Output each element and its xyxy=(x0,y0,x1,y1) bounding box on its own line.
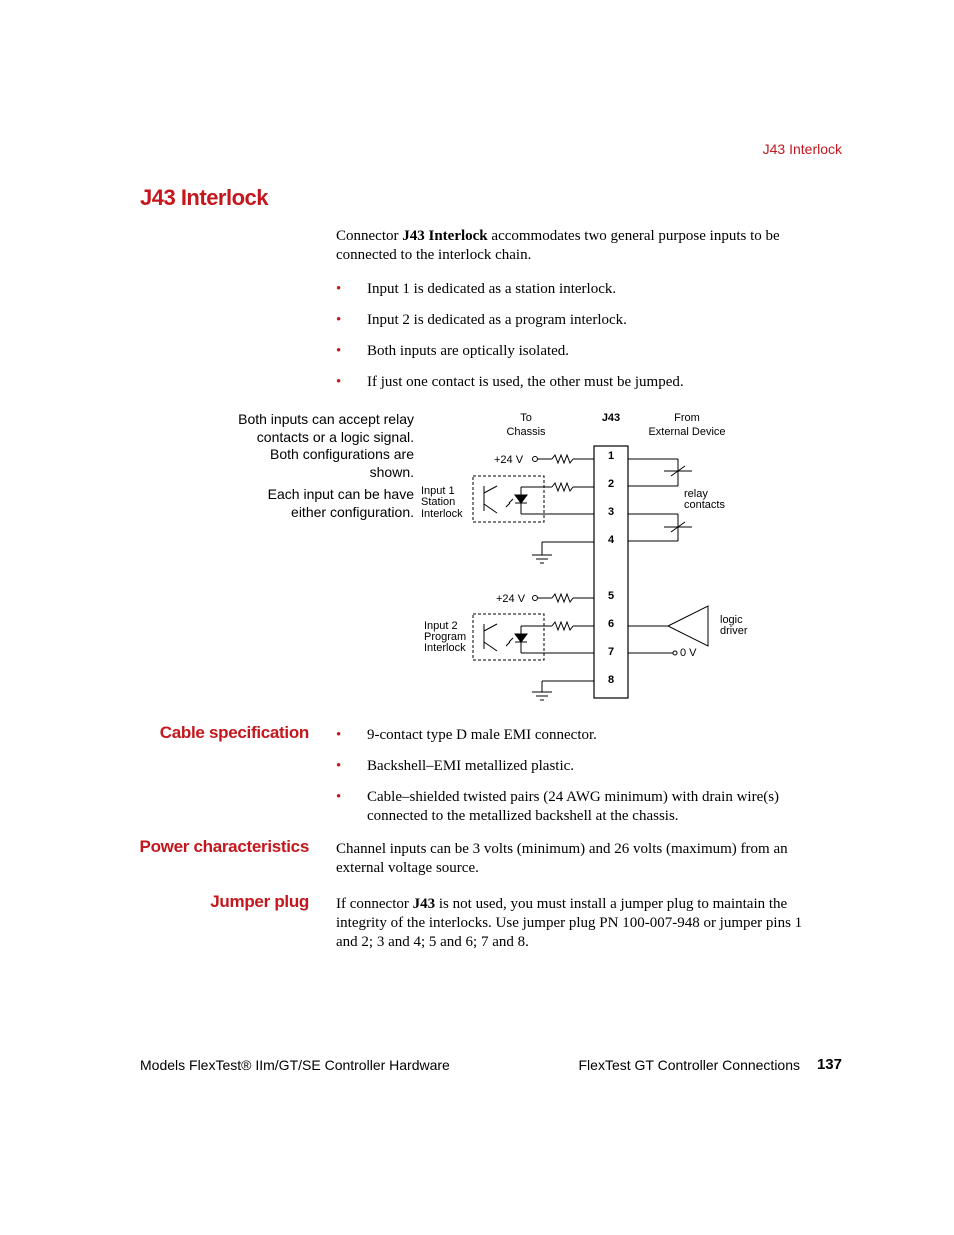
input1-label: Interlock xyxy=(421,508,463,520)
bullet-icon: • xyxy=(336,789,342,805)
footer-chapter-title: FlexTest GT Controller Connections xyxy=(578,1057,800,1073)
resistor-icon xyxy=(552,594,573,602)
jumper-line-3: and 2; 3 and 4; 5 and 6; 7 and 8. xyxy=(336,934,529,950)
jumper-connector-name: J43 xyxy=(412,896,436,912)
logic-driver-icon xyxy=(668,606,708,646)
zero-volt-label: 0 V xyxy=(680,647,697,659)
jumper-text-post: is not used, you must install a jumper plug to maintain the xyxy=(435,896,788,912)
resistor-icon xyxy=(552,622,573,630)
logic-driver-label: driver xyxy=(720,625,748,637)
section-heading-cable-specification: Cable specification xyxy=(159,723,309,742)
list-item xyxy=(336,757,836,777)
intro-text-pre: Connector xyxy=(336,228,403,244)
relay-label: relay xyxy=(684,488,708,500)
callout-line: Both inputs can accept relay xyxy=(238,411,414,427)
section-heading-jumper-plug: Jumper plug xyxy=(210,892,309,911)
pin-number: 3 xyxy=(607,506,615,518)
pin-number: 2 xyxy=(607,478,615,490)
power-paragraph xyxy=(336,840,836,878)
jumper-line-2: integrity of the interlocks. Use jumper plug PN 100-007-948 or jumper pins 1 xyxy=(336,915,803,931)
intro-line-2: connected to the interlock chain. xyxy=(336,247,532,263)
supply-label: +24 V xyxy=(496,593,526,605)
list-item xyxy=(336,342,836,362)
pin-number: 8 xyxy=(607,674,615,686)
intro-text-post: accommodates two general purpose inputs to be xyxy=(487,228,780,244)
bullet-icon: • xyxy=(336,758,342,774)
intro-connector-name: J43 Interlock xyxy=(402,228,488,244)
bullet-text: Input 1 is dedicated as a station interlock. xyxy=(367,281,617,297)
led-icon xyxy=(515,634,527,642)
callout-line: contacts or a logic signal. xyxy=(256,428,414,445)
intro-line-1 xyxy=(336,227,836,246)
bullet-text: 9-contact type D male EMI connector. xyxy=(367,727,597,743)
to-chassis-label: To xyxy=(520,412,532,424)
terminal-icon xyxy=(673,651,677,655)
input2-label: Input 2 xyxy=(424,620,458,632)
logic-driver-label: logic xyxy=(720,614,743,626)
bullet-text: If just one contact is used, the other must be jumped. xyxy=(367,374,684,390)
pin-number: 6 xyxy=(607,618,615,630)
jumper-text-pre: If connector xyxy=(336,896,413,912)
input1-label: Input 1 xyxy=(421,485,455,497)
terminal-icon xyxy=(533,457,538,462)
connector-label: J43 xyxy=(601,412,621,424)
pin-number: 5 xyxy=(607,590,615,602)
resistor-icon xyxy=(552,455,573,463)
pin-number: 4 xyxy=(607,534,615,546)
pin-number: 1 xyxy=(607,450,615,462)
power-line: Channel inputs can be 3 volts (minimum) and 26 volts (maximum) from an xyxy=(336,841,788,857)
bullet-text: Backshell–EMI metallized plastic. xyxy=(367,758,575,774)
callout-line: Both configurations are xyxy=(270,446,414,462)
bullet-text xyxy=(367,788,837,826)
bullet-text-line: connected to the metallized backshell at the chassis. xyxy=(367,808,679,824)
running-head: J43 Interlock xyxy=(762,141,842,157)
list-item xyxy=(336,373,836,393)
list-item xyxy=(336,280,836,300)
intro-paragraph xyxy=(336,227,836,265)
page-title: J43 Interlock xyxy=(140,185,269,210)
callout-line: either configuration. xyxy=(291,503,414,520)
section-heading-power-characteristics: Power characteristics xyxy=(139,837,309,856)
j43-wiring-diagram xyxy=(410,405,750,705)
jumper-line-1 xyxy=(336,895,836,914)
from-external-label: From xyxy=(674,412,700,424)
bullet-text-line: Cable–shielded twisted pairs (24 AWG minimum) with drain wire(s) xyxy=(367,789,780,805)
input2-label: Program xyxy=(424,631,467,643)
bullet-text: Both inputs are optically isolated. xyxy=(367,343,570,359)
bullet-icon: • xyxy=(336,312,342,328)
to-chassis-label: Chassis xyxy=(506,426,546,438)
input1-label: Station xyxy=(421,496,456,508)
callout-either-configuration xyxy=(214,486,414,521)
callout-line: Each input can be have xyxy=(267,486,414,502)
list-item xyxy=(336,788,836,828)
relay-label: contacts xyxy=(684,499,725,511)
from-external-label: External Device xyxy=(648,426,726,438)
resistor-icon xyxy=(552,483,573,491)
bullet-icon: • xyxy=(336,727,342,743)
bullet-icon: • xyxy=(336,343,342,359)
input2-label: Interlock xyxy=(424,642,466,654)
supply-label: +24 V xyxy=(494,454,524,466)
power-line: external voltage source. xyxy=(336,860,479,876)
list-item xyxy=(336,726,836,746)
pin-number: 7 xyxy=(607,646,615,658)
led-icon xyxy=(515,495,527,503)
bullet-text: Input 2 is dedicated as a program interlock. xyxy=(367,312,627,328)
callout-line: shown. xyxy=(369,463,414,480)
page-number: 137 xyxy=(816,1056,842,1073)
bullet-icon: • xyxy=(336,374,342,390)
bullet-icon: • xyxy=(336,281,342,297)
callout-configurations xyxy=(214,411,414,481)
footer-document-title: Models FlexTest® IIm/GT/SE Controller Hardware xyxy=(140,1057,450,1073)
terminal-icon xyxy=(533,596,538,601)
list-item xyxy=(336,311,836,331)
jumper-paragraph xyxy=(336,895,836,952)
